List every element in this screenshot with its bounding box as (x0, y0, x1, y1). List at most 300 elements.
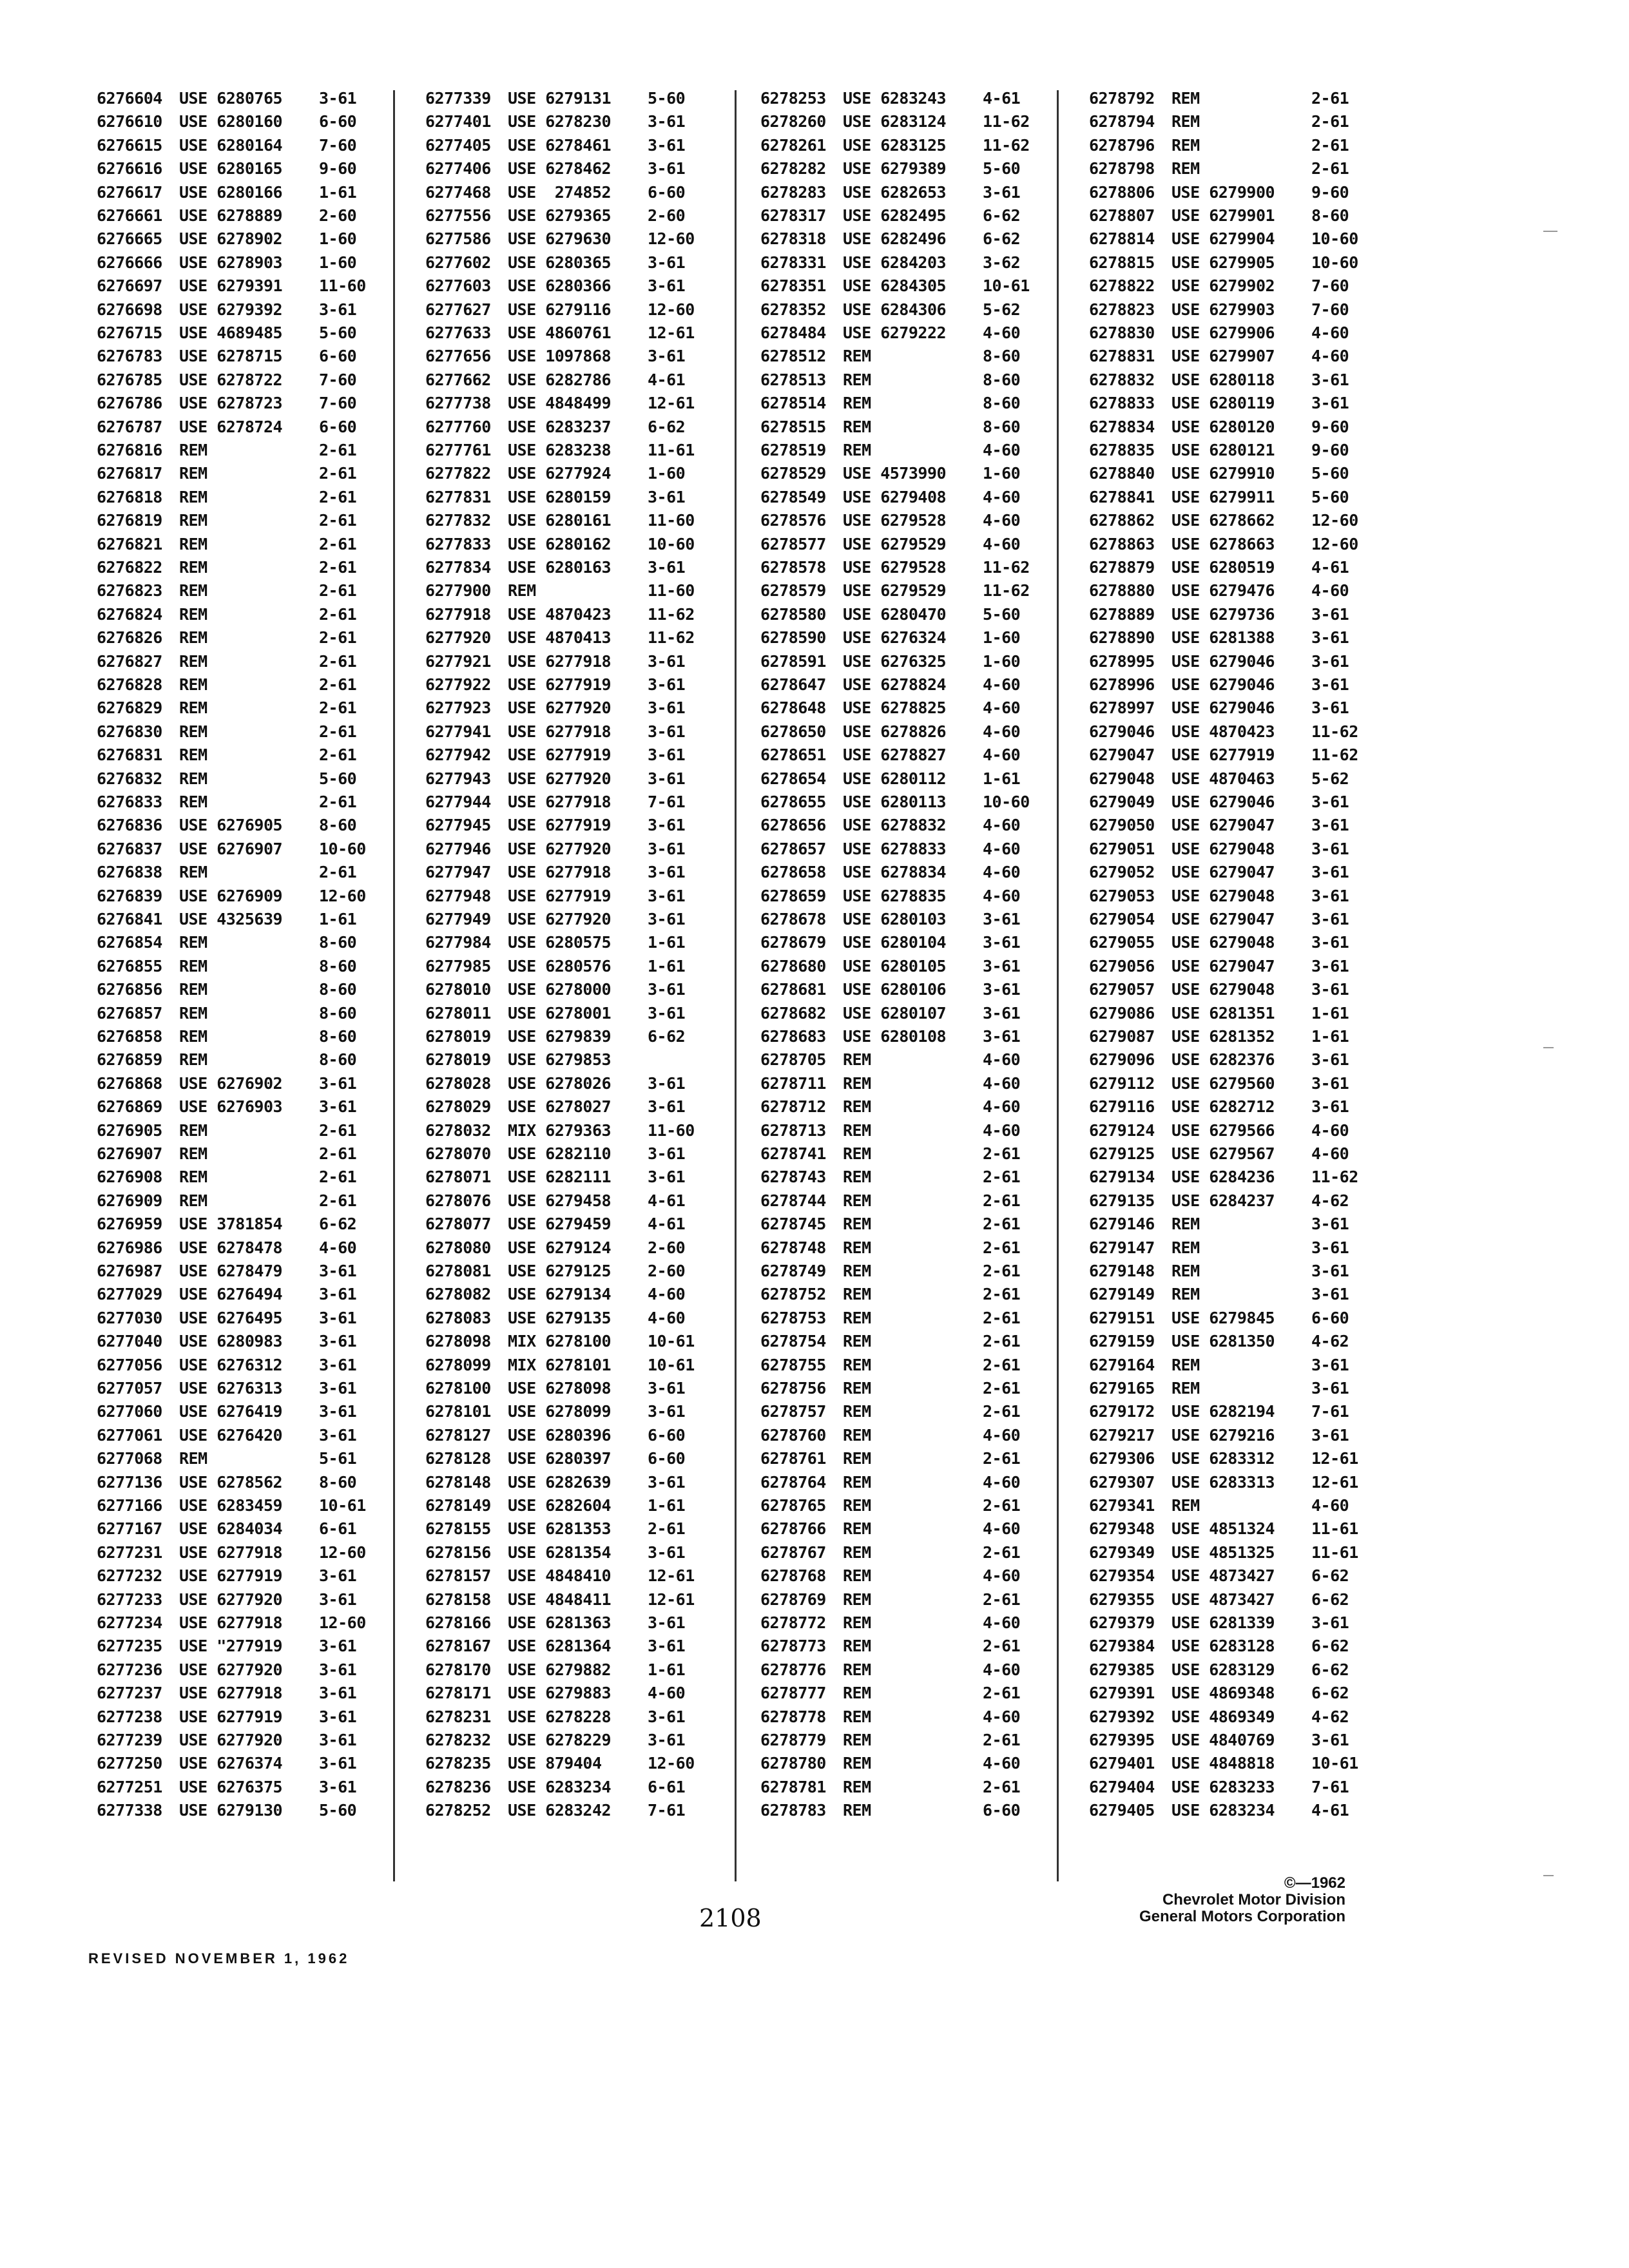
replacement-action: USE 4873427 (1171, 1566, 1275, 1586)
effective-date: 3-61 (319, 1379, 357, 1398)
replacement-action: USE 6277920 (179, 1590, 283, 1609)
part-number: 6278769 (760, 1590, 826, 1609)
part-number: 6277030 (97, 1308, 162, 1327)
effective-date: 8-60 (319, 1003, 357, 1023)
part-number: 6278010 (425, 980, 491, 999)
part-number: 6277056 (97, 1355, 162, 1374)
part-number: 6277468 (425, 182, 491, 202)
effective-date: 1-60 (648, 464, 686, 483)
replacement-action: USE 6279911 (1171, 487, 1275, 506)
replacement-action: MIX 6278100 (508, 1332, 612, 1351)
part-number: 6278863 (1089, 534, 1155, 553)
effective-date: 12-61 (648, 394, 695, 413)
effective-date: 2-61 (983, 1191, 1021, 1210)
replacement-action: USE 6279116 (508, 300, 612, 319)
replacement-action: REM (843, 1472, 871, 1492)
effective-date: 3-61 (1311, 1073, 1349, 1093)
part-number: 6278070 (425, 1144, 491, 1163)
part-number: 6278741 (760, 1144, 826, 1163)
replacement-action: USE 6278826 (843, 722, 947, 741)
effective-date: 3-61 (648, 675, 686, 694)
replacement-action: USE 1097868 (508, 347, 612, 366)
part-number: 6278654 (760, 769, 826, 788)
effective-date: 3-61 (983, 182, 1021, 202)
part-number: 6278576 (760, 511, 826, 530)
part-number: 6279049 (1089, 793, 1155, 811)
replacement-action: USE 6277920 (179, 1660, 283, 1679)
part-number: 6276839 (97, 886, 162, 905)
effective-date: 7-60 (319, 135, 357, 155)
effective-date: 2-61 (319, 651, 357, 671)
margin-mark (1543, 1047, 1554, 1048)
replacement-action: USE 6279124 (508, 1238, 612, 1257)
effective-date: 3-61 (1311, 1731, 1349, 1749)
part-number: 6277251 (97, 1777, 162, 1796)
effective-date: 3-61 (648, 1144, 686, 1163)
replacement-action: USE 6277919 (1171, 745, 1275, 765)
replacement-action: USE 3781854 (179, 1215, 283, 1234)
part-number: 6276854 (97, 933, 162, 952)
effective-date: 2-60 (648, 206, 686, 225)
effective-date: 5-60 (648, 89, 686, 108)
effective-date: 4-60 (983, 487, 1021, 506)
effective-date: 1-60 (319, 253, 357, 272)
effective-date: 11-62 (1311, 1168, 1358, 1187)
effective-date: 3-61 (648, 558, 686, 577)
part-number: 6278252 (425, 1801, 491, 1820)
replacement-action: USE 6279389 (843, 159, 947, 178)
effective-date: 12-60 (319, 1613, 366, 1632)
replacement-action: USE 6279046 (1171, 651, 1275, 671)
effective-date: 1-60 (983, 651, 1021, 671)
replacement-action: USE 6278462 (508, 159, 612, 178)
effective-date: 6-62 (983, 206, 1021, 225)
replacement-action: REM (843, 1660, 871, 1679)
part-number: 6279217 (1089, 1425, 1155, 1445)
replacement-action: REM (843, 1097, 871, 1117)
effective-date: 3-61 (648, 698, 686, 718)
replacement-action: MIX 6279363 (508, 1120, 612, 1140)
part-number: 6278578 (760, 558, 826, 577)
replacement-action: REM (179, 464, 207, 483)
effective-date: 8-60 (319, 1050, 357, 1070)
replacement-action: USE 6276420 (179, 1425, 283, 1445)
effective-date: 2-61 (319, 534, 357, 553)
part-number: 6277401 (425, 112, 491, 131)
replacement-action: USE 6278001 (508, 1003, 612, 1023)
part-number: 6278156 (425, 1542, 491, 1562)
effective-date: 3-61 (1311, 1285, 1349, 1304)
part-number: 6276610 (97, 112, 162, 131)
replacement-action: USE 6279476 (1171, 581, 1275, 601)
effective-date: 3-61 (319, 1285, 357, 1304)
replacement-action: USE 6277918 (508, 651, 612, 671)
effective-date: 3-61 (319, 1660, 357, 1679)
effective-date: 3-61 (319, 1707, 357, 1726)
replacement-action: USE 6284203 (843, 253, 947, 272)
part-number: 6278743 (760, 1168, 826, 1187)
replacement-action: REM (843, 1120, 871, 1140)
part-number: 6276830 (97, 722, 162, 741)
part-number: 6278579 (760, 581, 826, 601)
part-number: 6279046 (1089, 722, 1155, 741)
replacement-action: REM (843, 1238, 871, 1257)
replacement-action: USE 6280120 (1171, 417, 1275, 436)
effective-date: 6-62 (1311, 1590, 1349, 1609)
part-number: 6278529 (760, 464, 826, 483)
part-number: 6278760 (760, 1425, 826, 1445)
effective-date: 2-61 (319, 581, 357, 601)
replacement-action: REM (843, 1613, 871, 1632)
replacement-action: REM (179, 651, 207, 671)
part-number: 6277338 (97, 1801, 162, 1820)
part-number: 6277920 (425, 628, 491, 648)
effective-date: 3-61 (648, 910, 686, 928)
part-number: 6278744 (760, 1191, 826, 1210)
part-number: 6277060 (97, 1402, 162, 1421)
part-number: 6276665 (97, 229, 162, 249)
part-number: 6278231 (425, 1707, 491, 1726)
replacement-action: REM (179, 558, 207, 577)
effective-date: 2-61 (983, 1215, 1021, 1234)
part-number: 6278512 (760, 347, 826, 366)
replacement-action: USE 6279131 (508, 89, 612, 108)
replacement-action: REM (179, 441, 207, 459)
part-number: 6276819 (97, 511, 162, 530)
part-number: 6279164 (1089, 1355, 1155, 1374)
effective-date: 3-61 (1311, 1613, 1349, 1632)
part-number: 6278657 (760, 839, 826, 858)
part-number: 6279112 (1089, 1073, 1155, 1093)
replacement-action: USE 6280112 (843, 769, 947, 788)
effective-date: 10-61 (1311, 1754, 1358, 1773)
replacement-action: REM (1171, 1262, 1200, 1280)
replacement-action: USE 6278724 (179, 417, 283, 436)
part-number: 6276697 (97, 276, 162, 296)
replacement-action: USE 6282495 (843, 206, 947, 225)
replacement-action: USE 6279902 (1171, 276, 1275, 296)
part-number: 6277833 (425, 534, 491, 553)
replacement-action: USE 4848499 (508, 394, 612, 413)
replacement-action: REM (179, 1144, 207, 1163)
effective-date: 2-61 (1311, 89, 1349, 108)
part-number: 6277040 (97, 1332, 162, 1351)
replacement-action: REM (179, 604, 207, 624)
replacement-action: REM (508, 581, 536, 601)
effective-date: 11-62 (983, 135, 1030, 155)
part-number: 6278753 (760, 1308, 826, 1327)
replacement-action: REM (179, 628, 207, 648)
part-number: 6278515 (760, 417, 826, 436)
effective-date: 3-61 (648, 745, 686, 765)
part-number: 6277250 (97, 1754, 162, 1773)
part-number: 6277945 (425, 816, 491, 835)
part-number: 6277738 (425, 394, 491, 413)
part-number: 6279116 (1089, 1097, 1155, 1117)
effective-date: 3-61 (648, 1097, 686, 1117)
replacement-action: USE 6278723 (179, 394, 283, 413)
effective-date: 9-60 (319, 159, 357, 178)
effective-date: 11-62 (648, 628, 695, 648)
replacement-action: USE 6281364 (508, 1637, 612, 1656)
effective-date: 1-61 (319, 182, 357, 202)
effective-date: 2-61 (983, 1731, 1021, 1749)
part-number: 6278659 (760, 886, 826, 905)
replacement-action: USE 6283129 (1171, 1660, 1275, 1679)
replacement-action: USE 6279408 (843, 487, 947, 506)
part-number: 6277231 (97, 1542, 162, 1562)
part-number: 6278752 (760, 1285, 826, 1304)
replacement-action: USE 6276495 (179, 1308, 283, 1327)
effective-date: 4-60 (983, 1613, 1021, 1632)
effective-date: 3-61 (983, 956, 1021, 975)
replacement-action: REM (179, 1027, 207, 1046)
part-number: 6279349 (1089, 1542, 1155, 1562)
part-number: 6276909 (97, 1191, 162, 1210)
part-number: 6278705 (760, 1050, 826, 1070)
effective-date: 2-61 (983, 1449, 1021, 1468)
effective-date: 3-61 (1311, 956, 1349, 975)
replacement-action: USE 6281351 (1171, 1003, 1275, 1023)
replacement-action: USE 6278827 (843, 745, 947, 765)
effective-date: 9-60 (1311, 182, 1349, 202)
effective-date: 10-61 (648, 1332, 695, 1351)
replacement-action: USE 6283125 (843, 135, 947, 155)
part-number: 6276698 (97, 300, 162, 319)
part-number: 6277235 (97, 1637, 162, 1656)
part-number: 6278032 (425, 1120, 491, 1140)
replacement-action: USE 6279046 (1171, 793, 1275, 811)
replacement-action: USE 6277919 (179, 1707, 283, 1726)
effective-date: 5-60 (319, 1801, 357, 1820)
part-number: 6276666 (97, 253, 162, 272)
effective-date: 12-60 (648, 300, 695, 319)
effective-date: 1-60 (319, 229, 357, 249)
part-number: 6278823 (1089, 300, 1155, 319)
replacement-action: USE 6282604 (508, 1496, 612, 1515)
effective-date: 7-60 (319, 370, 357, 389)
replacement-action: MIX 6278101 (508, 1355, 612, 1374)
replacement-action: USE 6280575 (508, 933, 612, 952)
part-number: 6278171 (425, 1684, 491, 1703)
replacement-action: USE 4848411 (508, 1590, 612, 1609)
effective-date: 2-61 (319, 745, 357, 765)
replacement-action: USE 6279222 (843, 323, 947, 342)
part-number: 6279124 (1089, 1120, 1155, 1140)
part-number: 6278098 (425, 1332, 491, 1351)
part-number: 6279348 (1089, 1519, 1155, 1539)
part-number: 6276783 (97, 347, 162, 366)
replacement-action: USE 6279907 (1171, 347, 1275, 366)
part-number: 6278029 (425, 1097, 491, 1117)
part-number: 6278099 (425, 1355, 491, 1374)
effective-date: 12-61 (648, 1590, 695, 1609)
replacement-action: REM (843, 370, 871, 389)
effective-date: 6-61 (319, 1519, 357, 1539)
effective-date: 3-61 (648, 1003, 686, 1023)
effective-date: 3-61 (1311, 604, 1349, 624)
replacement-action: USE 6283459 (179, 1496, 283, 1515)
effective-date: 2-61 (983, 1285, 1021, 1304)
effective-date: 12-60 (1311, 534, 1358, 553)
part-number: 6278755 (760, 1355, 826, 1374)
effective-date: 4-60 (983, 722, 1021, 741)
replacement-action: USE 6276903 (179, 1097, 283, 1117)
part-number: 6278590 (760, 628, 826, 648)
part-number: 6278754 (760, 1332, 826, 1351)
effective-date: 11-60 (648, 511, 695, 530)
replacement-action: USE 6279046 (1171, 698, 1275, 718)
replacement-action: USE 6284305 (843, 276, 947, 296)
part-number: 6278019 (425, 1050, 491, 1070)
effective-date: 9-60 (1311, 417, 1349, 436)
part-number: 6276827 (97, 651, 162, 671)
part-number: 6278166 (425, 1613, 491, 1632)
replacement-action: REM (843, 417, 871, 436)
part-number: 6276787 (97, 417, 162, 436)
replacement-action: USE 6282712 (1171, 1097, 1275, 1117)
replacement-action: USE 6278903 (179, 253, 283, 272)
replacement-action: USE 6280105 (843, 956, 947, 975)
part-number: 6278083 (425, 1308, 491, 1327)
replacement-action: REM (843, 1519, 871, 1539)
effective-date: 7-61 (1311, 1777, 1349, 1796)
effective-date: 4-60 (1311, 347, 1349, 366)
part-number: 6279087 (1089, 1027, 1155, 1046)
effective-date: 3-61 (1311, 1097, 1349, 1117)
part-number: 6278678 (760, 910, 826, 928)
effective-date: 10-60 (1311, 253, 1358, 272)
replacement-action: USE 6279134 (508, 1285, 612, 1304)
effective-date: 6-62 (648, 417, 686, 436)
effective-date: 5-60 (1311, 487, 1349, 506)
replacement-action: USE 6280397 (508, 1449, 612, 1468)
effective-date: 6-62 (319, 1215, 357, 1234)
part-number: 6279052 (1089, 863, 1155, 882)
replacement-action: USE 6283243 (843, 89, 947, 108)
part-number: 6279048 (1089, 769, 1155, 788)
part-number: 6278749 (760, 1262, 826, 1280)
column-divider (393, 90, 395, 1881)
part-number: 6277405 (425, 135, 491, 155)
replacement-action: USE 6278098 (508, 1379, 612, 1398)
effective-date: 4-60 (983, 745, 1021, 765)
part-number: 6276785 (97, 370, 162, 389)
part-number: 6279057 (1089, 980, 1155, 999)
part-number: 6278081 (425, 1262, 491, 1280)
part-number: 6279401 (1089, 1754, 1155, 1773)
effective-date: 7-60 (319, 394, 357, 413)
effective-date: 3-61 (648, 839, 686, 858)
effective-date: 1-61 (648, 1496, 686, 1515)
replacement-action: REM (843, 1449, 871, 1468)
replacement-action: REM (843, 394, 871, 413)
replacement-action: REM (843, 1684, 871, 1703)
part-number: 6279391 (1089, 1684, 1155, 1703)
effective-date: 3-61 (319, 1308, 357, 1327)
replacement-action: USE 4870423 (1171, 722, 1275, 741)
part-number: 6278261 (760, 135, 826, 155)
replacement-action: USE 6281363 (508, 1613, 612, 1632)
effective-date: 3-61 (319, 1073, 357, 1093)
part-number: 6278711 (760, 1073, 826, 1093)
effective-date: 12-61 (648, 323, 695, 342)
effective-date: 5-60 (319, 769, 357, 788)
effective-date: 2-61 (983, 1308, 1021, 1327)
part-number: 6278780 (760, 1754, 826, 1773)
part-number: 6276833 (97, 793, 162, 811)
replacement-action: USE 6279736 (1171, 604, 1275, 624)
part-number: 6276832 (97, 769, 162, 788)
part-number: 6276831 (97, 745, 162, 765)
effective-date: 4-61 (648, 1191, 686, 1210)
part-number: 6276857 (97, 1003, 162, 1023)
effective-date: 3-61 (1311, 370, 1349, 389)
effective-date: 7-61 (648, 1801, 686, 1820)
replacement-action: REM (1171, 89, 1200, 108)
part-number: 6278713 (760, 1120, 826, 1140)
replacement-action: USE 6278478 (179, 1238, 283, 1257)
replacement-action: REM (179, 1120, 207, 1140)
replacement-action: REM (179, 1191, 207, 1210)
replacement-action: USE 6282111 (508, 1168, 612, 1187)
part-number: 6277941 (425, 722, 491, 741)
copyright-corporation: General Motors Corporation (1139, 1908, 1345, 1925)
part-number: 6276829 (97, 698, 162, 718)
replacement-action: USE 6280470 (843, 604, 947, 624)
replacement-action: USE 6278833 (843, 839, 947, 858)
effective-date: 2-61 (319, 863, 357, 882)
part-number: 6278580 (760, 604, 826, 624)
effective-date: 3-61 (319, 1684, 357, 1703)
part-number: 6278514 (760, 394, 826, 413)
part-number: 6278779 (760, 1731, 826, 1749)
effective-date: 3-61 (648, 1731, 686, 1749)
effective-date: 3-61 (319, 1590, 357, 1609)
replacement-action: REM (1171, 1215, 1200, 1234)
replacement-action: REM (179, 1003, 207, 1023)
replacement-action: USE 6280166 (179, 182, 283, 202)
effective-date: 4-61 (1311, 1801, 1349, 1820)
part-number: 6278157 (425, 1566, 491, 1586)
part-number: 6278082 (425, 1285, 491, 1304)
replacement-action: REM (1171, 1285, 1200, 1304)
replacement-action: USE 6279883 (508, 1684, 612, 1703)
effective-date: 11-62 (983, 112, 1030, 131)
replacement-action: REM (179, 511, 207, 530)
part-number: 6277166 (97, 1496, 162, 1515)
replacement-action: USE 6278834 (843, 863, 947, 882)
effective-date: 3-61 (1311, 816, 1349, 835)
part-number: 6277237 (97, 1684, 162, 1703)
effective-date: 6-61 (648, 1777, 686, 1796)
replacement-action: USE 6277918 (179, 1613, 283, 1632)
replacement-action: REM (843, 1050, 871, 1070)
effective-date: 6-60 (983, 1801, 1021, 1820)
part-number: 6279307 (1089, 1472, 1155, 1492)
replacement-action: REM (179, 793, 207, 811)
replacement-action: USE 6284236 (1171, 1168, 1275, 1187)
replacement-action: USE 6277920 (508, 698, 612, 718)
effective-date: 1-61 (648, 1660, 686, 1679)
replacement-action: REM (179, 769, 207, 788)
replacement-action: USE 6280162 (508, 534, 612, 553)
effective-date: 1-61 (983, 769, 1021, 788)
effective-date: 3-61 (648, 722, 686, 741)
revision-note: REVISED NOVEMBER 1, 1962 (88, 1950, 350, 1966)
part-number: 6276823 (97, 581, 162, 601)
effective-date: 4-61 (1311, 558, 1349, 577)
